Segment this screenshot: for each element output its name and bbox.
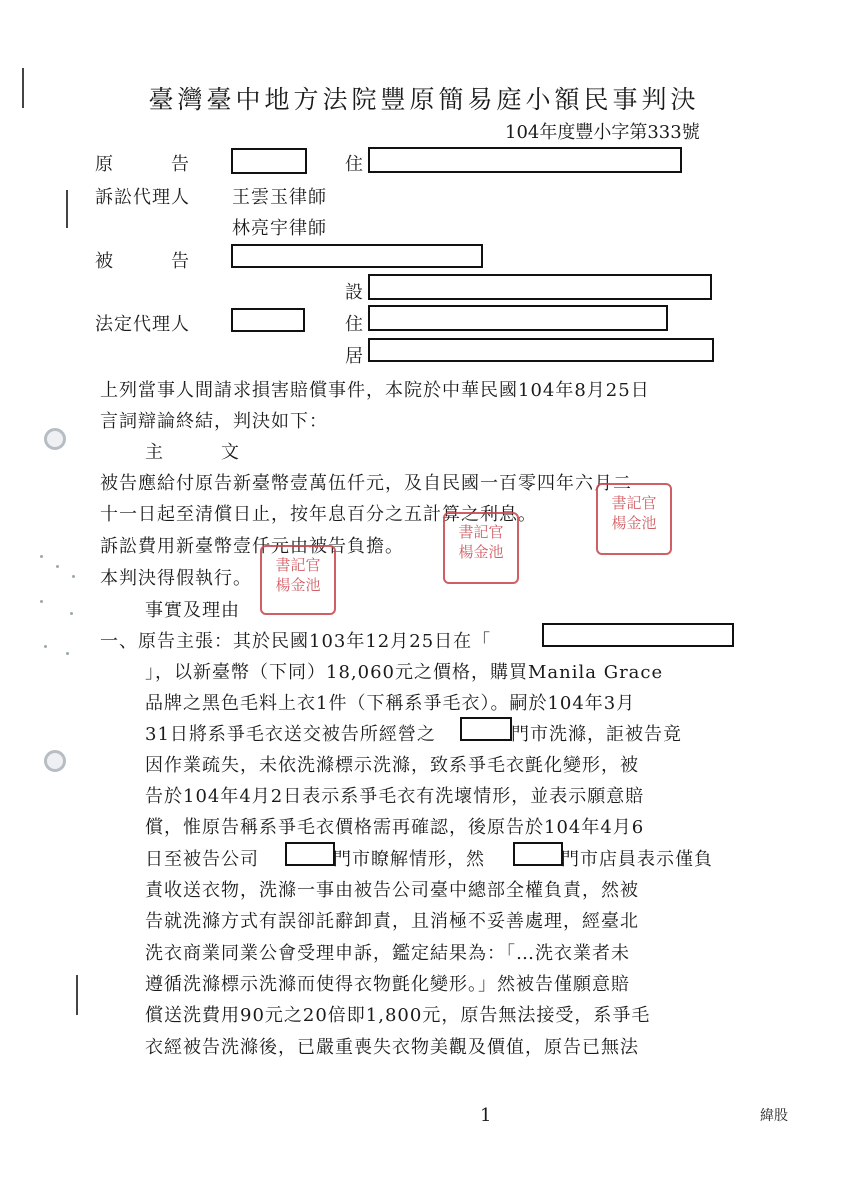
agent-label: 訴訟代理人 (95, 187, 190, 208)
main-text-line-1: 被告應給付原告新臺幣壹萬伍仟元，及自民國一百零四年六月二 (100, 473, 632, 494)
staple-dot (40, 555, 43, 558)
staple-dot (70, 612, 73, 615)
court-clerk-seal: 書記官 楊金池 (443, 512, 519, 584)
staple-dot (44, 645, 47, 648)
residence-label: 住 (345, 154, 364, 175)
paragraph-1-line-5: 因作業疏失，未依洗滌標示洗滌，致系爭毛衣氈化變形，被 (145, 755, 639, 776)
redacted-branch-1 (460, 717, 512, 741)
section-label: 緯股 (760, 1108, 788, 1124)
legal-rep-label: 法定代理人 (95, 314, 190, 335)
paragraph-1-line-3: 品牌之黑色毛料上衣1件（下稱系爭毛衣）。嗣於104年3月 (145, 693, 636, 714)
paragraph-1-line-10: 告就洗滌方式有誤卻託辭卸責，且消極不妥善處理，經臺北 (145, 911, 639, 932)
redacted-branch-2 (285, 842, 335, 866)
case-number: 104年度豐小字第333號 (505, 122, 700, 143)
paragraph-1-line-4a: 31日將系爭毛衣送交被告所經營之 (145, 724, 436, 745)
facts-heading: 事實及理由 (145, 600, 240, 621)
page-number: 1 (480, 1105, 492, 1126)
staple-dot (66, 652, 69, 655)
paragraph-1-line-13: 償送洗費用90元之20倍即1,800元，原告無法接受，系爭毛 (145, 1005, 651, 1026)
redacted-branch-3 (513, 842, 563, 866)
paragraph-1-line-14: 衣經被告洗滌後，已嚴重喪失衣物美觀及價值，原告已無法 (145, 1037, 639, 1058)
paragraph-1-line-8b: 門市瞭解情形，然 (333, 849, 485, 870)
agent-name-2: 林亮宇律師 (232, 218, 327, 239)
court-clerk-seal: 書記官 楊金池 (596, 483, 672, 555)
court-clerk-seal: 書記官 楊金池 (260, 545, 336, 615)
document-title: 臺灣臺中地方法院豐原簡易庭小額民事判決 (148, 85, 700, 114)
staple-dot (72, 575, 75, 578)
redacted-legal-rep-name (231, 308, 305, 332)
agent-name-1: 王雲玉律師 (232, 187, 327, 208)
margin-mark (66, 190, 68, 228)
redacted-defendant-address (368, 274, 712, 300)
intro-line-1: 上列當事人間請求損害賠償事件，本院於中華民國104年8月25日 (100, 380, 650, 401)
intro-line-2: 言詞辯論終結，判決如下： (100, 411, 328, 432)
binding-hole (44, 428, 66, 450)
margin-mark (76, 975, 78, 1015)
binding-hole (44, 750, 66, 772)
paragraph-1-line-12: 遵循洗滌標示洗滌而使得衣物氈化變形。」然被告僅願意賠 (145, 974, 630, 995)
redacted-plaintiff-address (368, 147, 682, 173)
main-text-line-3: 訴訟費用新臺幣壹仟元由被告負擔。 (100, 536, 404, 557)
main-text-line-4: 本判決得假執行。 (100, 568, 252, 589)
paragraph-1-line-2: 」，以新臺幣（下同）18,060元之價格，購買Manila Grace (145, 662, 664, 683)
paragraph-1-line-6: 告於104年4月2日表示系爭毛衣有洗壞情形，並表示願意賠 (145, 786, 645, 807)
redacted-store-name (542, 623, 734, 647)
paragraph-1-line-11: 洗衣商業同業公會受理申訴，鑑定結果為：「…洗衣業者未 (145, 943, 630, 964)
rep-residence-label: 住 (345, 314, 364, 335)
paragraph-1-line-7: 償，惟原告稱系爭毛衣價格需再確認，後原告於104年4月6 (145, 817, 645, 838)
staple-dot (56, 565, 59, 568)
office-label: 設 (345, 282, 364, 303)
paragraph-1-line-4b: 門市洗滌，詎被告竟 (511, 724, 682, 745)
main-heading: 主 文 (145, 442, 240, 463)
redacted-legal-rep-address (368, 305, 668, 331)
defendant-label: 被 告 (95, 251, 190, 272)
paragraph-1-line-8c: 門市店員表示僅負 (561, 849, 713, 870)
paragraph-1-line-1: 一、原告主張：其於民國103年12月25日在「 (100, 631, 492, 652)
paragraph-1-line-8a: 日至被告公司 (145, 849, 259, 870)
rep-abode-label: 居 (345, 346, 364, 367)
plaintiff-label: 原 告 (95, 154, 190, 175)
paragraph-1-line-9: 責收送衣物，洗滌一事由被告公司臺中總部全權負責，然被 (145, 880, 639, 901)
redacted-defendant-name (231, 244, 483, 268)
redacted-plaintiff-name (231, 148, 307, 174)
redacted-legal-rep-abode (368, 338, 714, 362)
main-text-line-2: 十一日起至清償日止，按年息百分之五計算之利息。 (100, 504, 537, 525)
staple-dot (40, 600, 43, 603)
